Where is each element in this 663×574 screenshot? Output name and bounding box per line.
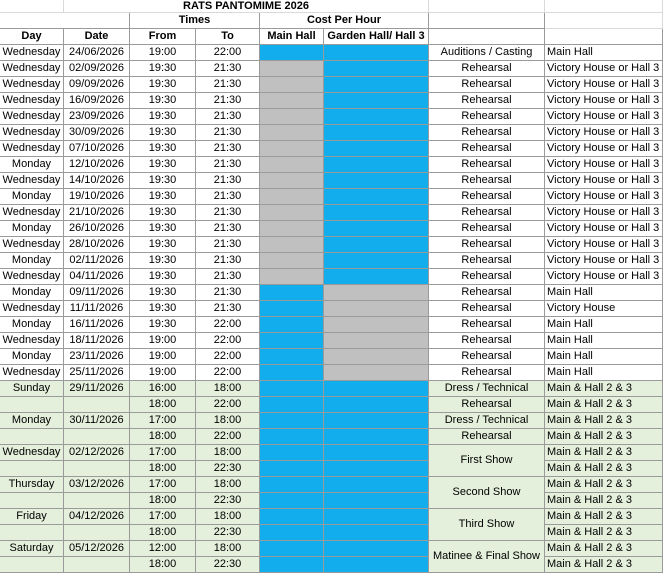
day-cell[interactable]: Wednesday xyxy=(0,109,64,125)
day-cell[interactable]: Friday xyxy=(0,509,64,525)
main-hall-cell[interactable] xyxy=(260,141,324,157)
from-cell[interactable]: 19:30 xyxy=(130,221,196,237)
venue-cell[interactable]: Main Hall xyxy=(545,45,663,61)
from-cell[interactable]: 19:30 xyxy=(130,253,196,269)
to-cell[interactable]: 22:00 xyxy=(196,333,260,349)
to-cell[interactable]: 22:30 xyxy=(196,493,260,509)
venue-cell[interactable]: Victory House xyxy=(545,301,663,317)
venue-cell[interactable]: Main & Hall 2 & 3 xyxy=(545,381,663,397)
from-cell[interactable]: 19:30 xyxy=(130,141,196,157)
garden-hall-cell[interactable] xyxy=(324,173,429,189)
main-hall-cell[interactable] xyxy=(260,525,324,541)
main-hall-cell[interactable] xyxy=(260,173,324,189)
venue-cell[interactable]: Victory House or Hall 3 xyxy=(545,173,663,189)
from-cell[interactable]: 19:00 xyxy=(130,45,196,61)
date-cell[interactable]: 04/11/2026 xyxy=(64,269,130,285)
to-cell[interactable]: 18:00 xyxy=(196,477,260,493)
day-cell[interactable]: Wednesday xyxy=(0,61,64,77)
venue-cell[interactable]: Main & Hall 2 & 3 xyxy=(545,493,663,509)
day-cell[interactable]: Monday xyxy=(0,221,64,237)
garden-hall-cell[interactable] xyxy=(324,381,429,397)
event-cell[interactable]: Rehearsal xyxy=(429,285,545,301)
to-cell[interactable]: 18:00 xyxy=(196,413,260,429)
from-cell[interactable]: 19:00 xyxy=(130,365,196,381)
to-cell[interactable]: 18:00 xyxy=(196,445,260,461)
main-hall-cell[interactable] xyxy=(260,333,324,349)
day-cell[interactable]: Thursday xyxy=(0,477,64,493)
date-column-header[interactable]: Date xyxy=(64,29,130,45)
venue-cell[interactable]: Victory House or Hall 3 xyxy=(545,61,663,77)
main-hall-cell[interactable] xyxy=(260,317,324,333)
garden-hall-cell[interactable] xyxy=(324,221,429,237)
to-cell[interactable]: 21:30 xyxy=(196,109,260,125)
date-cell[interactable]: 05/12/2026 xyxy=(64,541,130,557)
event-cell[interactable]: Second Show xyxy=(429,477,545,509)
from-cell[interactable]: 19:30 xyxy=(130,173,196,189)
venue-cell[interactable]: Victory House or Hall 3 xyxy=(545,77,663,93)
from-cell[interactable]: 17:00 xyxy=(130,445,196,461)
date-cell[interactable]: 23/09/2026 xyxy=(64,109,130,125)
from-cell[interactable]: 17:00 xyxy=(130,413,196,429)
day-cell[interactable]: Wednesday xyxy=(0,333,64,349)
venue-cell[interactable]: Victory House or Hall 3 xyxy=(545,125,663,141)
day-cell[interactable]: Sunday xyxy=(0,381,64,397)
day-cell[interactable]: Monday xyxy=(0,285,64,301)
event-cell[interactable]: Rehearsal xyxy=(429,269,545,285)
garden-hall-cell[interactable] xyxy=(324,125,429,141)
day-cell[interactable]: Saturday xyxy=(0,541,64,557)
venue-cell[interactable]: Main & Hall 2 & 3 xyxy=(545,509,663,525)
garden-hall-cell[interactable] xyxy=(324,557,429,573)
main-hall-cell[interactable] xyxy=(260,237,324,253)
to-cell[interactable]: 21:30 xyxy=(196,237,260,253)
cell-blank[interactable] xyxy=(0,0,64,13)
from-cell[interactable]: 19:30 xyxy=(130,285,196,301)
to-cell[interactable]: 21:30 xyxy=(196,301,260,317)
event-cell[interactable]: Third Show xyxy=(429,509,545,541)
date-cell[interactable]: 16/11/2026 xyxy=(64,317,130,333)
event-cell[interactable]: Rehearsal xyxy=(429,125,545,141)
garden-hall-cell[interactable] xyxy=(324,93,429,109)
venue-cell[interactable]: Victory House or Hall 3 xyxy=(545,205,663,221)
to-cell[interactable]: 21:30 xyxy=(196,157,260,173)
cell-blank[interactable] xyxy=(545,13,663,29)
main-hall-cell[interactable] xyxy=(260,461,324,477)
date-cell[interactable]: 07/10/2026 xyxy=(64,141,130,157)
main-hall-cell[interactable] xyxy=(260,381,324,397)
garden-hall-cell[interactable] xyxy=(324,365,429,381)
to-cell[interactable]: 21:30 xyxy=(196,205,260,221)
cost-per-hour-header[interactable]: Cost Per Hour xyxy=(260,13,429,29)
garden-hall-cell[interactable] xyxy=(324,333,429,349)
event-cell[interactable]: Rehearsal xyxy=(429,333,545,349)
main-hall-cell[interactable] xyxy=(260,205,324,221)
from-cell[interactable]: 12:00 xyxy=(130,541,196,557)
date-cell[interactable] xyxy=(64,461,130,477)
to-cell[interactable]: 22:00 xyxy=(196,349,260,365)
from-cell[interactable]: 19:30 xyxy=(130,317,196,333)
garden-hall-cell[interactable] xyxy=(324,493,429,509)
date-cell[interactable]: 04/12/2026 xyxy=(64,509,130,525)
garden-hall-cell[interactable] xyxy=(324,269,429,285)
event-cell[interactable]: Rehearsal xyxy=(429,93,545,109)
main-hall-cell[interactable] xyxy=(260,109,324,125)
to-cell[interactable]: 21:30 xyxy=(196,269,260,285)
date-cell[interactable]: 26/10/2026 xyxy=(64,221,130,237)
to-cell[interactable]: 22:00 xyxy=(196,397,260,413)
garden-hall-cell[interactable] xyxy=(324,189,429,205)
day-cell[interactable]: Wednesday xyxy=(0,141,64,157)
day-cell[interactable]: Wednesday xyxy=(0,205,64,221)
garden-hall-cell[interactable] xyxy=(324,445,429,461)
from-cell[interactable]: 19:30 xyxy=(130,109,196,125)
main-hall-cell[interactable] xyxy=(260,45,324,61)
main-hall-cell[interactable] xyxy=(260,77,324,93)
venue-column-header[interactable] xyxy=(545,29,663,45)
date-cell[interactable] xyxy=(64,493,130,509)
venue-cell[interactable]: Main Hall xyxy=(545,349,663,365)
event-cell[interactable]: Rehearsal xyxy=(429,253,545,269)
from-cell[interactable]: 19:30 xyxy=(130,77,196,93)
date-cell[interactable]: 02/09/2026 xyxy=(64,61,130,77)
event-cell[interactable]: Rehearsal xyxy=(429,221,545,237)
event-cell[interactable]: Rehearsal xyxy=(429,77,545,93)
day-cell[interactable] xyxy=(0,461,64,477)
garden-hall-cell[interactable] xyxy=(324,509,429,525)
from-cell[interactable]: 18:00 xyxy=(130,397,196,413)
garden-hall-cell[interactable] xyxy=(324,253,429,269)
from-cell[interactable]: 19:30 xyxy=(130,301,196,317)
to-cell[interactable]: 18:00 xyxy=(196,381,260,397)
event-cell[interactable]: Rehearsal xyxy=(429,157,545,173)
date-cell[interactable] xyxy=(64,525,130,541)
main-hall-cell[interactable] xyxy=(260,413,324,429)
date-cell[interactable]: 14/10/2026 xyxy=(64,173,130,189)
event-cell[interactable]: Rehearsal xyxy=(429,349,545,365)
to-cell[interactable]: 22:30 xyxy=(196,525,260,541)
garden-hall-cell[interactable] xyxy=(324,157,429,173)
to-cell[interactable]: 22:30 xyxy=(196,461,260,477)
day-cell[interactable]: Wednesday xyxy=(0,445,64,461)
date-cell[interactable]: 30/09/2026 xyxy=(64,125,130,141)
date-cell[interactable]: 25/11/2026 xyxy=(64,365,130,381)
main-hall-cell[interactable] xyxy=(260,349,324,365)
times-header[interactable]: Times xyxy=(130,13,260,29)
main-hall-cell[interactable] xyxy=(260,493,324,509)
venue-cell[interactable]: Main & Hall 2 & 3 xyxy=(545,541,663,557)
day-cell[interactable]: Wednesday xyxy=(0,269,64,285)
main-hall-cell[interactable] xyxy=(260,189,324,205)
event-cell[interactable]: Auditions / Casting xyxy=(429,45,545,61)
from-cell[interactable]: 17:00 xyxy=(130,477,196,493)
garden-hall-cell[interactable] xyxy=(324,525,429,541)
day-cell[interactable]: Wednesday xyxy=(0,93,64,109)
day-cell[interactable]: Monday xyxy=(0,157,64,173)
date-cell[interactable] xyxy=(64,429,130,445)
event-cell[interactable]: Matinee & Final Show xyxy=(429,541,545,573)
event-cell[interactable]: Rehearsal xyxy=(429,189,545,205)
event-cell[interactable]: First Show xyxy=(429,445,545,477)
cell-blank[interactable] xyxy=(0,13,130,29)
day-cell[interactable]: Wednesday xyxy=(0,301,64,317)
main-hall-cell[interactable] xyxy=(260,397,324,413)
day-cell[interactable]: Monday xyxy=(0,317,64,333)
garden-hall-cell[interactable] xyxy=(324,541,429,557)
venue-cell[interactable]: Victory House or Hall 3 xyxy=(545,221,663,237)
event-cell[interactable]: Rehearsal xyxy=(429,429,545,445)
main-hall-cell[interactable] xyxy=(260,221,324,237)
date-cell[interactable]: 09/11/2026 xyxy=(64,285,130,301)
from-cell[interactable]: 18:00 xyxy=(130,493,196,509)
venue-cell[interactable]: Main & Hall 2 & 3 xyxy=(545,557,663,573)
date-cell[interactable]: 29/11/2026 xyxy=(64,381,130,397)
day-cell[interactable]: Monday xyxy=(0,189,64,205)
date-cell[interactable]: 30/11/2026 xyxy=(64,413,130,429)
date-cell[interactable]: 23/11/2026 xyxy=(64,349,130,365)
from-cell[interactable]: 19:30 xyxy=(130,93,196,109)
day-cell[interactable] xyxy=(0,525,64,541)
venue-cell[interactable]: Victory House or Hall 3 xyxy=(545,253,663,269)
date-cell[interactable] xyxy=(64,557,130,573)
main-hall-cell[interactable] xyxy=(260,93,324,109)
garden-hall-column-header[interactable]: Garden Hall/ Hall 3 xyxy=(324,29,429,45)
venue-cell[interactable]: Main Hall xyxy=(545,285,663,301)
garden-hall-cell[interactable] xyxy=(324,397,429,413)
date-cell[interactable] xyxy=(64,397,130,413)
day-cell[interactable]: Monday xyxy=(0,349,64,365)
main-hall-cell[interactable] xyxy=(260,509,324,525)
date-cell[interactable]: 28/10/2026 xyxy=(64,237,130,253)
event-cell[interactable]: Rehearsal xyxy=(429,237,545,253)
venue-cell[interactable]: Victory House or Hall 3 xyxy=(545,269,663,285)
garden-hall-cell[interactable] xyxy=(324,61,429,77)
venue-cell[interactable]: Victory House or Hall 3 xyxy=(545,141,663,157)
garden-hall-cell[interactable] xyxy=(324,237,429,253)
to-cell[interactable]: 22:30 xyxy=(196,557,260,573)
garden-hall-cell[interactable] xyxy=(324,285,429,301)
venue-cell[interactable]: Main & Hall 2 & 3 xyxy=(545,429,663,445)
venue-cell[interactable]: Victory House or Hall 3 xyxy=(545,93,663,109)
event-cell[interactable]: Rehearsal xyxy=(429,365,545,381)
from-cell[interactable]: 19:30 xyxy=(130,189,196,205)
event-cell[interactable]: Dress / Technical xyxy=(429,381,545,397)
date-cell[interactable]: 24/06/2026 xyxy=(64,45,130,61)
garden-hall-cell[interactable] xyxy=(324,477,429,493)
date-cell[interactable]: 11/11/2026 xyxy=(64,301,130,317)
date-cell[interactable]: 02/12/2026 xyxy=(64,445,130,461)
to-cell[interactable]: 21:30 xyxy=(196,285,260,301)
day-cell[interactable] xyxy=(0,557,64,573)
garden-hall-cell[interactable] xyxy=(324,413,429,429)
day-cell[interactable]: Monday xyxy=(0,413,64,429)
main-hall-cell[interactable] xyxy=(260,285,324,301)
day-cell[interactable] xyxy=(0,493,64,509)
from-cell[interactable]: 16:00 xyxy=(130,381,196,397)
garden-hall-cell[interactable] xyxy=(324,317,429,333)
sheet-title[interactable]: RATS PANTOMIME 2026 xyxy=(64,0,429,13)
main-hall-cell[interactable] xyxy=(260,557,324,573)
date-cell[interactable]: 21/10/2026 xyxy=(64,205,130,221)
from-cell[interactable]: 19:30 xyxy=(130,61,196,77)
to-cell[interactable]: 18:00 xyxy=(196,509,260,525)
garden-hall-cell[interactable] xyxy=(324,77,429,93)
day-cell[interactable]: Wednesday xyxy=(0,173,64,189)
from-column-header[interactable]: From xyxy=(130,29,196,45)
to-cell[interactable]: 21:30 xyxy=(196,77,260,93)
to-cell[interactable]: 21:30 xyxy=(196,93,260,109)
event-column-header[interactable] xyxy=(429,29,545,45)
from-cell[interactable]: 17:00 xyxy=(130,509,196,525)
event-cell[interactable]: Rehearsal xyxy=(429,301,545,317)
day-cell[interactable]: Wednesday xyxy=(0,237,64,253)
date-cell[interactable]: 12/10/2026 xyxy=(64,157,130,173)
from-cell[interactable]: 19:30 xyxy=(130,269,196,285)
to-cell[interactable]: 22:00 xyxy=(196,365,260,381)
to-cell[interactable]: 18:00 xyxy=(196,541,260,557)
event-cell[interactable]: Dress / Technical xyxy=(429,413,545,429)
venue-cell[interactable]: Main Hall xyxy=(545,317,663,333)
from-cell[interactable]: 19:30 xyxy=(130,157,196,173)
main-hall-cell[interactable] xyxy=(260,445,324,461)
from-cell[interactable]: 19:00 xyxy=(130,349,196,365)
date-cell[interactable]: 02/11/2026 xyxy=(64,253,130,269)
to-cell[interactable]: 21:30 xyxy=(196,141,260,157)
to-cell[interactable]: 21:30 xyxy=(196,253,260,269)
garden-hall-cell[interactable] xyxy=(324,349,429,365)
cell-blank[interactable] xyxy=(545,0,663,13)
main-hall-cell[interactable] xyxy=(260,541,324,557)
event-cell[interactable]: Rehearsal xyxy=(429,205,545,221)
main-hall-cell[interactable] xyxy=(260,365,324,381)
main-hall-cell[interactable] xyxy=(260,125,324,141)
day-cell[interactable]: Monday xyxy=(0,253,64,269)
event-cell[interactable]: Rehearsal xyxy=(429,141,545,157)
to-cell[interactable]: 22:00 xyxy=(196,317,260,333)
from-cell[interactable]: 19:30 xyxy=(130,125,196,141)
garden-hall-cell[interactable] xyxy=(324,461,429,477)
date-cell[interactable]: 18/11/2026 xyxy=(64,333,130,349)
venue-cell[interactable]: Main & Hall 2 & 3 xyxy=(545,525,663,541)
main-hall-cell[interactable] xyxy=(260,301,324,317)
garden-hall-cell[interactable] xyxy=(324,429,429,445)
day-cell[interactable] xyxy=(0,429,64,445)
venue-cell[interactable]: Main & Hall 2 & 3 xyxy=(545,477,663,493)
venue-cell[interactable]: Main Hall xyxy=(545,365,663,381)
date-cell[interactable]: 16/09/2026 xyxy=(64,93,130,109)
garden-hall-cell[interactable] xyxy=(324,45,429,61)
date-cell[interactable]: 09/09/2026 xyxy=(64,77,130,93)
day-column-header[interactable]: Day xyxy=(0,29,64,45)
main-hall-cell[interactable] xyxy=(260,429,324,445)
venue-cell[interactable]: Main & Hall 2 & 3 xyxy=(545,461,663,477)
venue-cell[interactable]: Main & Hall 2 & 3 xyxy=(545,413,663,429)
main-hall-cell[interactable] xyxy=(260,477,324,493)
venue-cell[interactable]: Main Hall xyxy=(545,333,663,349)
date-cell[interactable]: 03/12/2026 xyxy=(64,477,130,493)
to-cell[interactable]: 21:30 xyxy=(196,61,260,77)
event-cell[interactable]: Rehearsal xyxy=(429,317,545,333)
main-hall-cell[interactable] xyxy=(260,157,324,173)
venue-cell[interactable]: Victory House or Hall 3 xyxy=(545,237,663,253)
day-cell[interactable]: Wednesday xyxy=(0,125,64,141)
main-hall-cell[interactable] xyxy=(260,269,324,285)
from-cell[interactable]: 18:00 xyxy=(130,525,196,541)
day-cell[interactable]: Wednesday xyxy=(0,45,64,61)
day-cell[interactable]: Wednesday xyxy=(0,365,64,381)
venue-cell[interactable]: Main & Hall 2 & 3 xyxy=(545,445,663,461)
to-column-header[interactable]: To xyxy=(196,29,260,45)
main-hall-column-header[interactable]: Main Hall xyxy=(260,29,324,45)
event-cell[interactable]: Rehearsal xyxy=(429,61,545,77)
event-cell[interactable]: Rehearsal xyxy=(429,173,545,189)
from-cell[interactable]: 18:00 xyxy=(130,429,196,445)
day-cell[interactable]: Wednesday xyxy=(0,77,64,93)
to-cell[interactable]: 22:00 xyxy=(196,45,260,61)
garden-hall-cell[interactable] xyxy=(324,141,429,157)
venue-cell[interactable]: Main & Hall 2 & 3 xyxy=(545,397,663,413)
to-cell[interactable]: 21:30 xyxy=(196,221,260,237)
main-hall-cell[interactable] xyxy=(260,253,324,269)
date-cell[interactable]: 19/10/2026 xyxy=(64,189,130,205)
venue-cell[interactable]: Victory House or Hall 3 xyxy=(545,157,663,173)
from-cell[interactable]: 18:00 xyxy=(130,461,196,477)
event-cell[interactable]: Rehearsal xyxy=(429,397,545,413)
event-cell[interactable]: Rehearsal xyxy=(429,109,545,125)
garden-hall-cell[interactable] xyxy=(324,109,429,125)
cell-blank[interactable] xyxy=(429,13,545,29)
from-cell[interactable]: 19:30 xyxy=(130,237,196,253)
to-cell[interactable]: 22:00 xyxy=(196,429,260,445)
to-cell[interactable]: 21:30 xyxy=(196,125,260,141)
day-cell[interactable] xyxy=(0,397,64,413)
from-cell[interactable]: 19:30 xyxy=(130,205,196,221)
venue-cell[interactable]: Victory House or Hall 3 xyxy=(545,109,663,125)
to-cell[interactable]: 21:30 xyxy=(196,189,260,205)
garden-hall-cell[interactable] xyxy=(324,205,429,221)
cell-blank[interactable] xyxy=(429,0,545,13)
garden-hall-cell[interactable] xyxy=(324,301,429,317)
main-hall-cell[interactable] xyxy=(260,61,324,77)
from-cell[interactable]: 19:00 xyxy=(130,333,196,349)
venue-cell[interactable]: Victory House or Hall 3 xyxy=(545,189,663,205)
from-cell[interactable]: 18:00 xyxy=(130,557,196,573)
to-cell[interactable]: 21:30 xyxy=(196,173,260,189)
